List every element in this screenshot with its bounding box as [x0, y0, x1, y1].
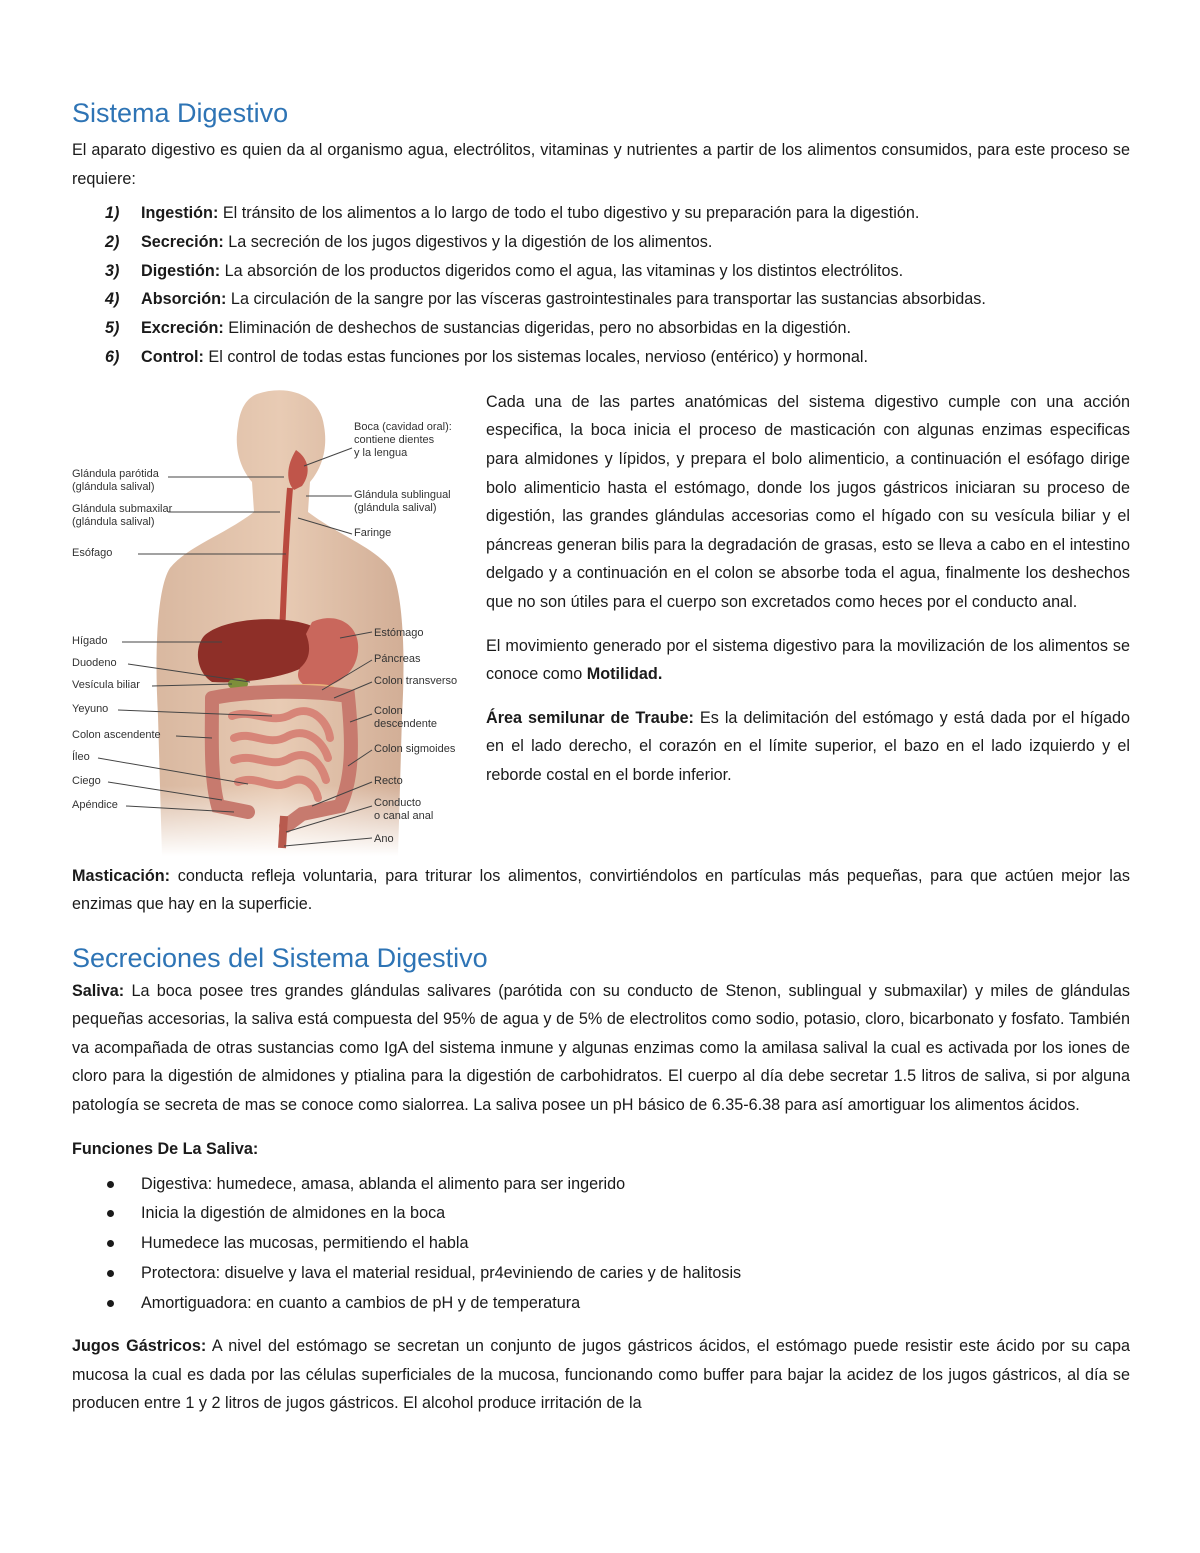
figure-label: Glándula sublingual [354, 488, 451, 501]
figure-label: Colon [374, 704, 403, 717]
traube-paragraph: Área semilunar de Traube: Es la delimitación del estómago y está dada por el hígado en el lado derecho, el corazón en el límite superior, el bazo en el lado izquierdo y el reborde costal en el borde inferior. [486, 708, 1130, 784]
bullet-icon [107, 1240, 114, 1247]
process-steps-list [72, 199, 1130, 372]
list-item: 1) Ingestión: El tránsito de los alimentos a lo largo de todo el tubo digestivo y su preparación para la digestión. [105, 204, 920, 222]
document-page [72, 96, 1130, 1418]
anatomy-paragraph: Cada una de las partes anatómicas del sistema digestivo cumple con una acción especifica, la boca inicia el proceso de masticación con algunas enzimas especificas para almidones y lípidos, y prepara el bolo alimenticio, a continuación el esófago dirige bolo alimenticio hasta el estómago, donde los jugos gástricos iniciaran su proceso de digestión, las grandes glándulas accesorias como el hígado con su vesícula biliar y el páncreas generan bilis para la degradación de grasas, esto se lleva a cabo en el intestino delgado y a continuación en el colon se absorbe toda el agua, finalmente los deshechos que no son útiles para el cuerpo son excretados como heces por el conducto anal. [486, 392, 1130, 611]
figure-label: Ciego [72, 774, 101, 787]
saliva-functions-list [72, 1170, 1130, 1319]
figure-label: Páncreas [374, 652, 421, 665]
figure-label: (glándula salival) [354, 501, 437, 514]
digestive-system-illustration [72, 386, 472, 856]
bullet-icon [107, 1270, 114, 1277]
functions-heading: Funciones De La Saliva: [72, 1140, 259, 1159]
figure-label: Colon transverso [374, 674, 458, 687]
list-item: Humedece las mucosas, permitiendo el habla [72, 1229, 1130, 1259]
bullet-icon [107, 1300, 114, 1307]
mastication-paragraph: Masticación: conducta refleja voluntaria, para triturar los alimentos, convirtiéndolos en partículas más pequeñas, para que actúen mejor las enzimas que hay en la superficie. [72, 866, 1130, 914]
figure-label: Colon sigmoides [374, 742, 456, 755]
bullet-icon [107, 1210, 114, 1217]
figure-label: Faringe [354, 526, 392, 539]
intro-paragraph: El aparato digestivo es quien da al organismo agua, electrólitos, vitaminas y nutrientes a partir de los alimentos consumidos, para este proceso se requiere: [72, 141, 1130, 188]
figure-label: Glándula submaxilar [72, 502, 173, 515]
list-item: 4) Absorción: La circulación de la sangre por las vísceras gastrointestinales para transportar las sustancias absorbidas. [105, 290, 986, 309]
rectum-shape [282, 816, 284, 848]
bullet-icon [107, 1181, 114, 1188]
saliva-paragraph: Saliva: La boca posee tres grandes glándulas salivares (parótida con su conducto de Stenon, sublingual y submaxilar) y miles de glándulas pequeñas accesorias, la saliva está compuesta del 95% de agua y de 5% de electrolitos como sodio, potasio, cloro, bicarbonato y fosfato. También va acompañada de otras sustancias como IgA del sistema inmune y algunas enzimas como la amilasa salival la cual es activada por los iones de cloro para la digestión de almidones y ptialina para la digestión de carbohidratos. El cuerpo al día debe secretar 1.5 litros de saliva, si por alguna patología se secreta de mas se conoce como sialorrea. La saliva posee un pH básico de 6.35-6.38 para así amortiguar los alimentos ácidos. [72, 981, 1130, 1114]
figure-label: Íleo [72, 750, 90, 763]
list-item: 6) Control: El control de todas estas funciones por los sistemas locales, nervioso (entérico) y hormonal. [105, 347, 868, 366]
list-item: Digestiva: humedece, amasa, ablanda el alimento para ser ingerido [72, 1170, 1130, 1200]
figure-label: y la lengua [354, 446, 408, 459]
list-item: Amortiguadora: en cuanto a cambios de pH y de temperatura [72, 1289, 1130, 1319]
figure-label: Glándula parótida [72, 467, 159, 480]
list-item: 5) Excreción: Eliminación de deshechos de sustancias digeridas, pero no absorbidas en la digestión. [105, 319, 851, 338]
figure-label: Estómago [374, 626, 424, 639]
figure-label: descendente [374, 717, 437, 730]
figure-label: Colon ascendente [72, 728, 161, 741]
list-item: 2) Secreción: La secreción de los jugos digestivos y la digestión de los alimentos. [105, 232, 713, 251]
figure-row [72, 386, 1130, 862]
figure-label: contiene dientes [354, 433, 435, 446]
list-item: Inicia la digestión de almidones en la boca [72, 1199, 1130, 1229]
figure-label: (glándula salival) [72, 515, 155, 528]
figure-label: Ano [374, 832, 394, 845]
gastric-juices-paragraph: Jugos Gástricos: A nivel del estómago se secretan un conjunto de jugos gástricos ácidos, el estómago puede resistir este ácido por su capa mucosa la cual es dada por las células superficiales de la mucosa, funcionando como buffer para bajar la acidez de los jugos gástricos, al día se producen entre 1 y 2 litros de jugos gástricos. El alcohol produce irritación de la [72, 1337, 1130, 1413]
section-title-secretions: Secreciones del Sistema Digestivo [72, 942, 488, 973]
figure-label: Esófago [72, 546, 113, 559]
figure-label: Recto [374, 774, 403, 787]
figure-label: Duodeno [72, 656, 117, 669]
figure-label: Yeyuno [72, 702, 109, 715]
figure-label: Vesícula biliar [72, 678, 140, 691]
figure-label: Boca (cavidad oral): [354, 420, 452, 433]
figure-label: (glándula salival) [72, 480, 155, 493]
list-item: Protectora: disuelve y lava el material residual, pr4eviniendo de caries y de halitosis [72, 1259, 1130, 1289]
figure-label: Conducto [374, 796, 422, 809]
motility-paragraph: El movimiento generado por el sistema digestivo para la movilización de los alimentos se conoce como Motilidad. [486, 636, 1130, 684]
figure-side-text [486, 388, 1130, 790]
figure-label: Hígado [72, 634, 108, 647]
figure-label: o canal anal [374, 809, 434, 822]
figure-label: Apéndice [72, 798, 118, 811]
list-item: 3) Digestión: La absorción de los productos digeridos como el agua, las vitaminas y los distintos electrólitos. [105, 261, 904, 280]
section-title-digestive-system: Sistema Digestivo [72, 98, 289, 128]
